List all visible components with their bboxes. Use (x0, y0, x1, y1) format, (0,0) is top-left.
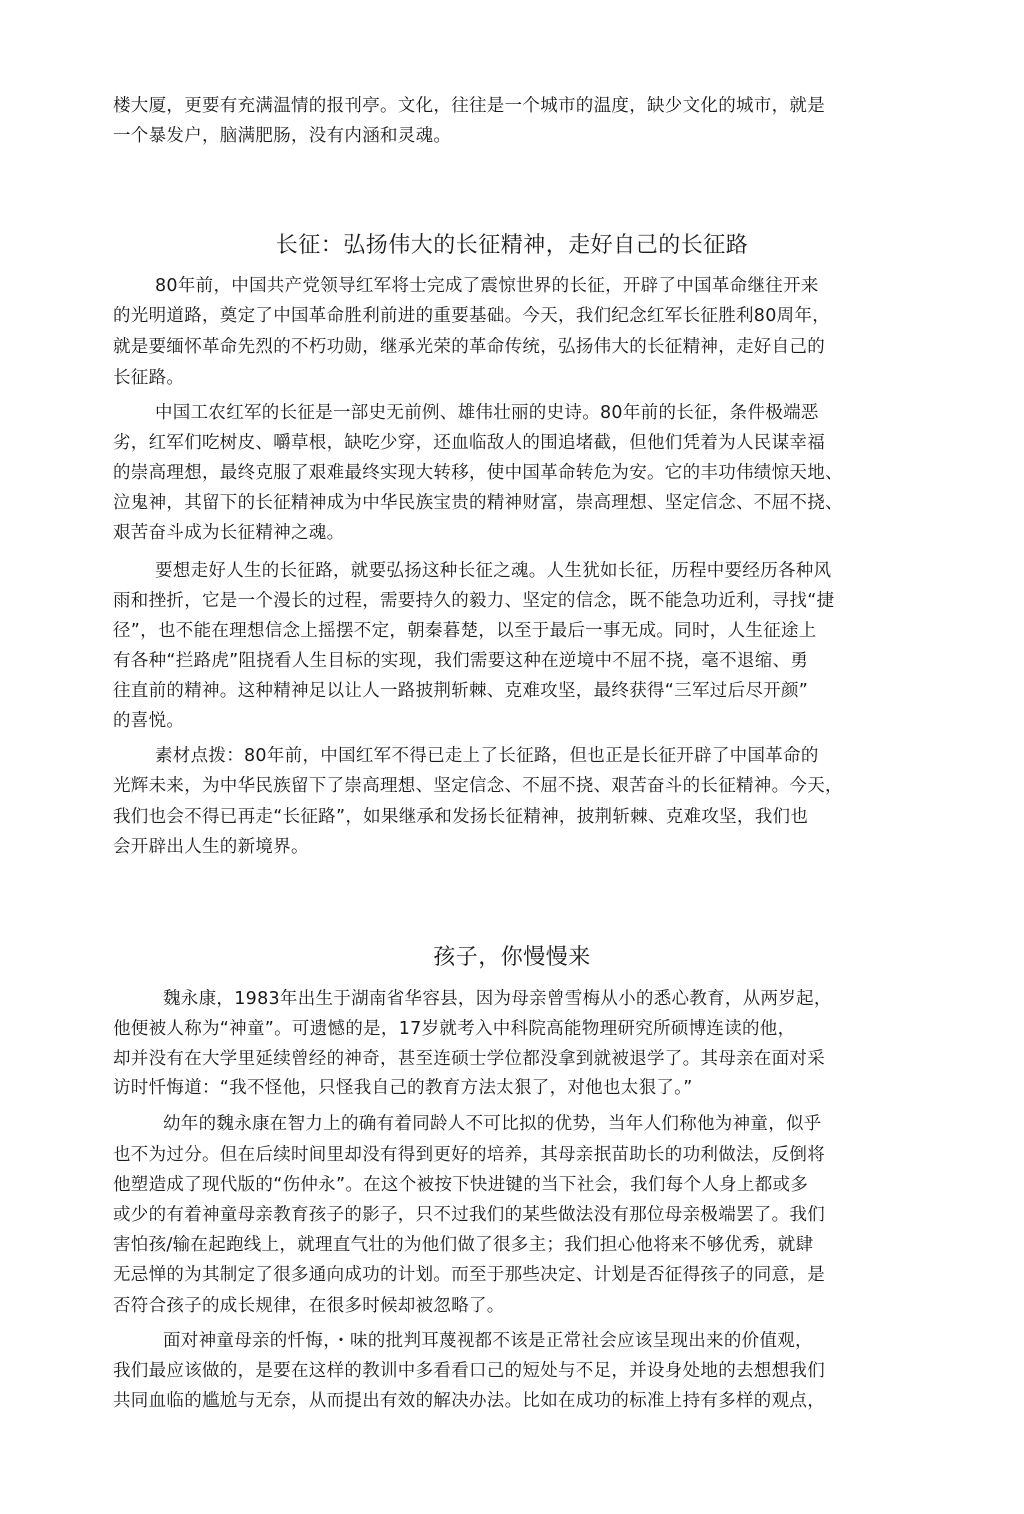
section-title: 长征：弘扬伟大的长征精神，走好自己的长征路 (275, 233, 749, 258)
paragraph-line: 的崇高理想，最终克服了艰难最终实现大转移，使中国革命转危为安。它的丰功伟绩惊天地、 (113, 463, 843, 483)
paragraph-line: 也不为过分。但在后续时间里却没有得到更好的培养，其母亲抿苗助长的功利做法，反倒将 (113, 1145, 825, 1165)
paragraph-line: 的光明道路，奠定了中国革命胜利前进的重要基础。今天，我们纪念红军长征胜利80周年， (113, 306, 831, 326)
paragraph-line: 我们也会不得已再走“长征路”，如果继承和发扬长征精神，披荆斩棘、克难攻坚，我们也 (113, 807, 809, 827)
paragraph-line: 会开辟出人生的新境界。 (113, 837, 309, 857)
paragraph-line: 无忌惮的为其制定了很多通向成功的计划。而至于那些决定、计划是否征得孩子的同意，是 (113, 1265, 825, 1285)
paragraph-line: 往直前的精神。这种精神足以让人一路披荆斩棘、克难攻坚，最终获得“三军过后尽开颜” (113, 681, 809, 701)
paragraph-line: 的喜悦。 (113, 711, 185, 731)
paragraph-line: 他塑造成了现代版的“伤仲永”。在这个被按下快进键的当下社会，我们每个人身上都或多 (113, 1175, 809, 1195)
paragraph-line: 雨和挫折，它是一个漫长的过程，需要持久的毅力、坚定的信念，既不能急功近利，寻找“捷 (113, 591, 835, 611)
paragraph-line: 径”，也不能在理想信念上摇摆不定，朝秦暮楚，以至于最后一事无成。同时，人生征途上 (113, 621, 817, 641)
paragraph-line: 访时忏悔道：“我不怪他，只怪我自己的教育方法太狠了，对他也太狠了。” (113, 1078, 693, 1098)
paragraph-line: 共同血临的尴尬与无奈，从而提出有效的解决办法。比如在成功的标准上持有多样的观点， (113, 1391, 825, 1411)
paragraph-line: 要想走好人生的长征路，就要弘扬这种长征之魂。人生犹如长征，历程中要经历各种风 (155, 561, 832, 581)
section-title: 孩子，你慢慢来 (433, 945, 591, 970)
paragraph-line: 或少的有着神童母亲教育孩子的影子，只不过我们的某些做法没有那位母亲极端罢了。我们 (113, 1205, 825, 1225)
paragraph-line: 有各种“拦路虎”阻挠看人生目标的实现，我们需要这种在逆境中不屈不挠，毫不退缩、勇 (113, 651, 809, 671)
paragraph-line: 他便被人称为“神童”。可遗憾的是，17岁就考入中科院高能物理研究所硕博连读的他， (113, 1019, 796, 1039)
paragraph-line: 否符合孩子的成长规律，在很多时候却被忽略了。 (113, 1296, 505, 1316)
paragraph-line: 素材点拨：80年前，中国红军不得已走上了长征路，但也正是长征开辟了中国革命的 (155, 746, 819, 766)
paragraph-line: 长征路。 (113, 368, 185, 388)
paragraph-line: 泣鬼神，其留下的长征精神成为中华民族宝贵的精神财富，崇高理想、坚定信念、不屈不挠、 (113, 493, 843, 513)
paragraph-line: 魏永康，1983年出生于湖南省华容县，因为母亲曾雪梅从小的悉心教育，从两岁起， (163, 989, 832, 1009)
paragraph-line: 就是要缅怀革命先烈的不朽功勋，继承光荣的革命传统，弘扬伟大的长征精神，走好自己的 (113, 337, 825, 357)
intro-line: 一个暴发户，脑满肥肠，没有内涵和灵魂。 (113, 126, 452, 146)
paragraph-line: 却并没有在大学里延续曾经的神奇，甚至连硕士学位都没拿到就被退学了。其母亲在面对采 (113, 1049, 825, 1069)
paragraph-line: 中国工农红军的长征是一部史无前例、雄伟壮丽的史诗。80年前的长征，条件极端恶 (155, 403, 819, 423)
paragraph-line: 艰苦奋斗成为长征精神之魂。 (113, 523, 345, 543)
paragraph-line: 面对神童母亲的忏悔，・味的批判耳蔑视都不该是正常社会应该呈现出来的价值观， (163, 1331, 813, 1351)
paragraph-line: 我们最应该做的，是要在这样的教训中多看看口己的短处与不足，并设身处地的去想想我们 (113, 1361, 825, 1381)
paragraph-line: 80年前，中国共产党领导红军将士完成了震惊世界的长征，开辟了中国革命继往开来 (155, 276, 819, 296)
paragraph-line: 害怕孩/输在起跑线上，就理直气壮的为他们做了很多主；我们担心他将来不够优秀，就肆 (113, 1235, 814, 1255)
paragraph-line: 光辉未来，为中华民族留下了崇高理想、坚定信念、不屈不挠、艰苦奋斗的长征精神。今天， (113, 776, 843, 796)
intro-line: 楼大厦，更要有充满温情的报刊亭。文化，往往是一个城市的温度，缺少文化的城市，就是 (113, 96, 825, 116)
paragraph-line: 劣，红军们吃树皮、嚼草根，缺吃少穿，还血临敌人的围追堵截，但他们凭着为人民谋幸福 (113, 433, 825, 453)
paragraph-line: 幼年的魏永康在智力上的确有着同龄人不可比拟的优势，当年人们称他为神童，似乎 (163, 1114, 822, 1134)
